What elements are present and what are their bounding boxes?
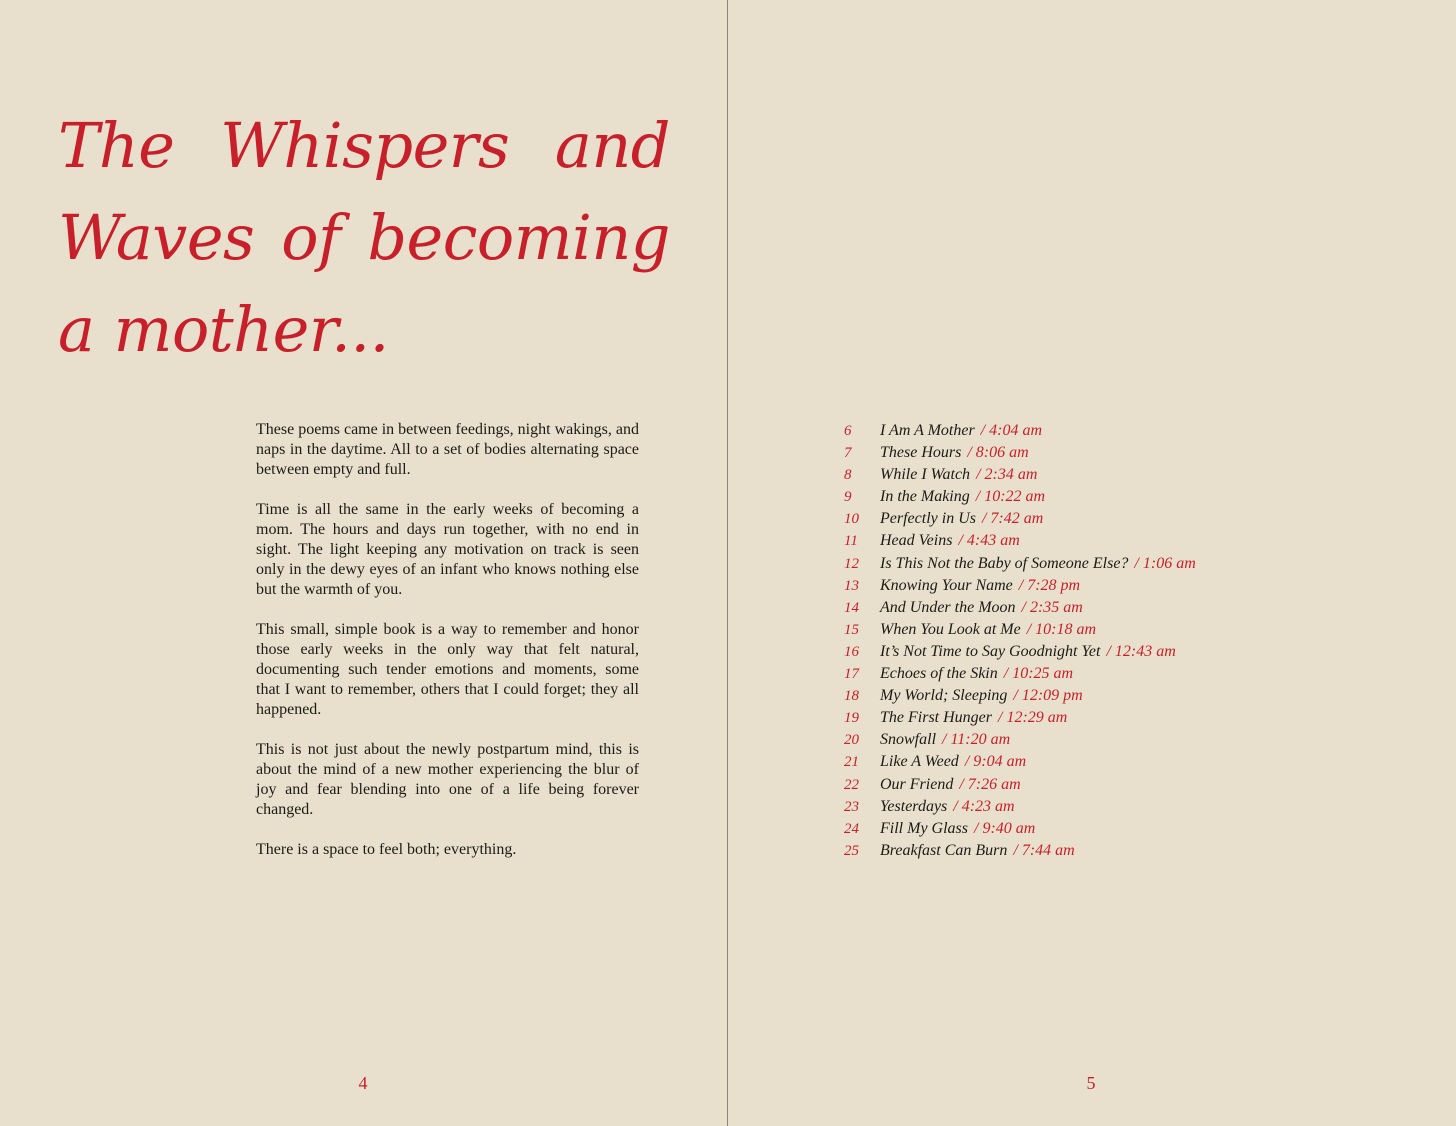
toc-page-number: 19 — [844, 710, 859, 727]
toc-page-number: 10 — [844, 511, 859, 528]
toc-poem-title-text: Is This Not the Baby of Someone Else? — [880, 554, 1129, 572]
toc-page-number: 18 — [844, 688, 859, 705]
toc-poem-title-text: In the Making — [880, 488, 970, 506]
toc-poem-title-text: Like A Weed — [880, 753, 959, 771]
toc-time-stamp: / 4:23 am — [953, 797, 1015, 815]
toc-poem-title — [880, 508, 1043, 530]
toc-poem-title-text: The First Hunger — [880, 709, 992, 727]
toc-poem-title-text: Echoes of the Skin — [880, 665, 998, 683]
right-page — [728, 0, 1456, 1126]
toc-poem-title — [880, 729, 1010, 751]
toc-entry[interactable] — [844, 619, 1364, 641]
toc-page-number: 22 — [844, 776, 859, 793]
toc-entry[interactable] — [844, 729, 1364, 751]
toc-page-number: 25 — [844, 842, 859, 859]
toc-page-number: 7 — [844, 445, 852, 462]
toc-time-stamp: / 11:20 am — [942, 731, 1011, 749]
toc-page-number: 6 — [844, 423, 852, 439]
table-of-contents — [844, 420, 1364, 862]
toc-page-number: 12 — [844, 555, 859, 572]
toc-poem-title — [880, 663, 1073, 685]
toc-poem-title — [880, 420, 1042, 442]
toc-page-number: 15 — [844, 621, 859, 638]
toc-entry[interactable] — [844, 685, 1364, 707]
toc-entry[interactable] — [844, 442, 1364, 464]
toc-entry[interactable] — [844, 597, 1364, 619]
toc-poem-title — [880, 442, 1029, 464]
toc-page-number: 13 — [844, 577, 859, 594]
toc-poem-title — [880, 530, 1020, 552]
toc-poem-title — [880, 619, 1096, 641]
toc-page-number: 23 — [844, 798, 859, 815]
toc-poem-title-text: Head Veins — [880, 532, 953, 550]
toc-poem-title-text: It’s Not Time to Say Goodnight Yet — [880, 642, 1101, 660]
intro-paragraph: These poems came in between feedings, night wakings, and naps in the daytime. All to a set of bodies alternating space between empty and full. — [256, 421, 639, 478]
toc-page-number: 14 — [844, 599, 859, 616]
toc-entry[interactable] — [844, 641, 1364, 663]
page-number-left: 4 — [358, 1073, 368, 1093]
toc-poem-title — [880, 464, 1037, 486]
toc-poem-title — [880, 751, 1026, 773]
toc-poem-title — [880, 818, 1035, 840]
toc-time-stamp: / 7:26 am — [959, 775, 1021, 793]
toc-entry[interactable] — [844, 751, 1364, 773]
toc-poem-title-text: Breakfast Can Burn — [880, 841, 1008, 859]
toc-time-stamp: / 2:35 am — [1021, 598, 1083, 616]
toc-poem-title-text: Perfectly in Us — [880, 510, 976, 528]
toc-entry[interactable] — [844, 707, 1364, 729]
toc-time-stamp: / 9:04 am — [964, 753, 1027, 771]
toc-poem-title-text: While I Watch — [880, 466, 971, 484]
intro-paragraph: There is a space to feel both; everything. — [256, 841, 517, 858]
toc-time-stamp: / 12:29 am — [998, 709, 1068, 727]
toc-poem-title-text: Our Friend — [880, 775, 954, 793]
toc-poem-title-text: And Under the Moon — [880, 598, 1016, 616]
toc-entry[interactable] — [844, 486, 1364, 508]
toc-poem-title-text: Snowfall — [880, 731, 937, 749]
toc-page-number: 11 — [844, 533, 858, 550]
toc-poem-title-text: Fill My Glass — [880, 819, 968, 837]
toc-entry[interactable] — [844, 840, 1364, 862]
toc-poem-title-text: I Am A Mother — [880, 422, 975, 439]
page-title: The Whispers and Waves of becoming a mother... — [58, 109, 670, 366]
page-number-right: 5 — [1086, 1073, 1096, 1093]
intro-paragraph: This small, simple book is a way to remember and honor those early weeks in the only way that felt natural, documenting such tender emotions and moments, some that I want to remember, others that I could forget; they all happened. — [256, 621, 639, 718]
toc-poem-title-text: Knowing Your Name — [880, 576, 1013, 594]
toc-time-stamp: / 9:40 am — [974, 819, 1036, 837]
toc-poem-title — [880, 597, 1083, 619]
toc-entry[interactable] — [844, 530, 1364, 552]
toc-entry[interactable] — [844, 575, 1364, 597]
toc-poem-title — [880, 641, 1176, 663]
toc-page-number: 17 — [844, 666, 859, 683]
toc-time-stamp: / 2:34 am — [976, 466, 1038, 484]
toc-page-number: 24 — [844, 820, 859, 837]
toc-time-stamp: / 12:09 pm — [1013, 687, 1083, 705]
intro-paragraph: Time is all the same in the early weeks of becoming a mom. The hours and days run together, with no end in sight. The light keeping any motivation on track is seen only in the dewy eyes of an infant who knows nothing else but the warmth of you. — [256, 501, 639, 598]
toc-entry[interactable] — [844, 464, 1364, 486]
toc-poem-title — [880, 685, 1083, 707]
toc-time-stamp: / 10:22 am — [975, 488, 1046, 506]
toc-page-number: 8 — [844, 467, 852, 484]
toc-poem-title-text: My World; Sleeping — [880, 687, 1008, 705]
toc-time-stamp: / 10:18 am — [1026, 620, 1097, 638]
toc-entry[interactable] — [844, 420, 1364, 442]
toc-entry[interactable] — [844, 818, 1364, 840]
toc-time-stamp: / 7:42 am — [981, 510, 1044, 528]
toc-time-stamp: / 4:43 am — [958, 532, 1020, 550]
toc-poem-title-text: Yesterdays — [880, 797, 948, 815]
intro-text — [256, 420, 639, 880]
toc-page-number: 16 — [844, 643, 859, 660]
toc-entry[interactable] — [844, 663, 1364, 685]
toc-poem-title — [880, 486, 1045, 508]
toc-poem-title — [880, 575, 1080, 597]
toc-poem-title — [880, 707, 1067, 729]
toc-time-stamp: / 10:25 am — [1003, 665, 1074, 683]
toc-poem-title-text: When You Look at Me — [880, 620, 1021, 638]
toc-poem-title — [880, 840, 1075, 862]
toc-time-stamp: / 4:04 am — [980, 422, 1042, 439]
left-page — [0, 0, 727, 1126]
toc-entry[interactable] — [844, 553, 1364, 575]
toc-page-number: 21 — [844, 754, 859, 771]
toc-poem-title — [880, 774, 1021, 796]
toc-page-number: 20 — [844, 732, 859, 749]
toc-time-stamp: / 7:44 am — [1013, 841, 1075, 859]
toc-poem-title-text: These Hours — [880, 444, 962, 462]
toc-poem-title — [880, 553, 1196, 575]
toc-time-stamp: / 7:28 pm — [1018, 576, 1081, 594]
toc-entry[interactable] — [844, 774, 1364, 796]
toc-page-number: 9 — [844, 489, 852, 506]
toc-time-stamp: / 1:06 am — [1134, 554, 1196, 572]
toc-entry[interactable] — [844, 508, 1364, 530]
toc-entry[interactable] — [844, 796, 1364, 818]
intro-paragraph: This is not just about the newly postpartum mind, this is about the mind of a new mother experiencing the blur of joy and fear blending into one of a life being forever changed. — [256, 741, 639, 818]
toc-poem-title — [880, 796, 1015, 818]
toc-time-stamp: / 8:06 am — [967, 444, 1029, 462]
toc-time-stamp: / 12:43 am — [1106, 642, 1176, 660]
